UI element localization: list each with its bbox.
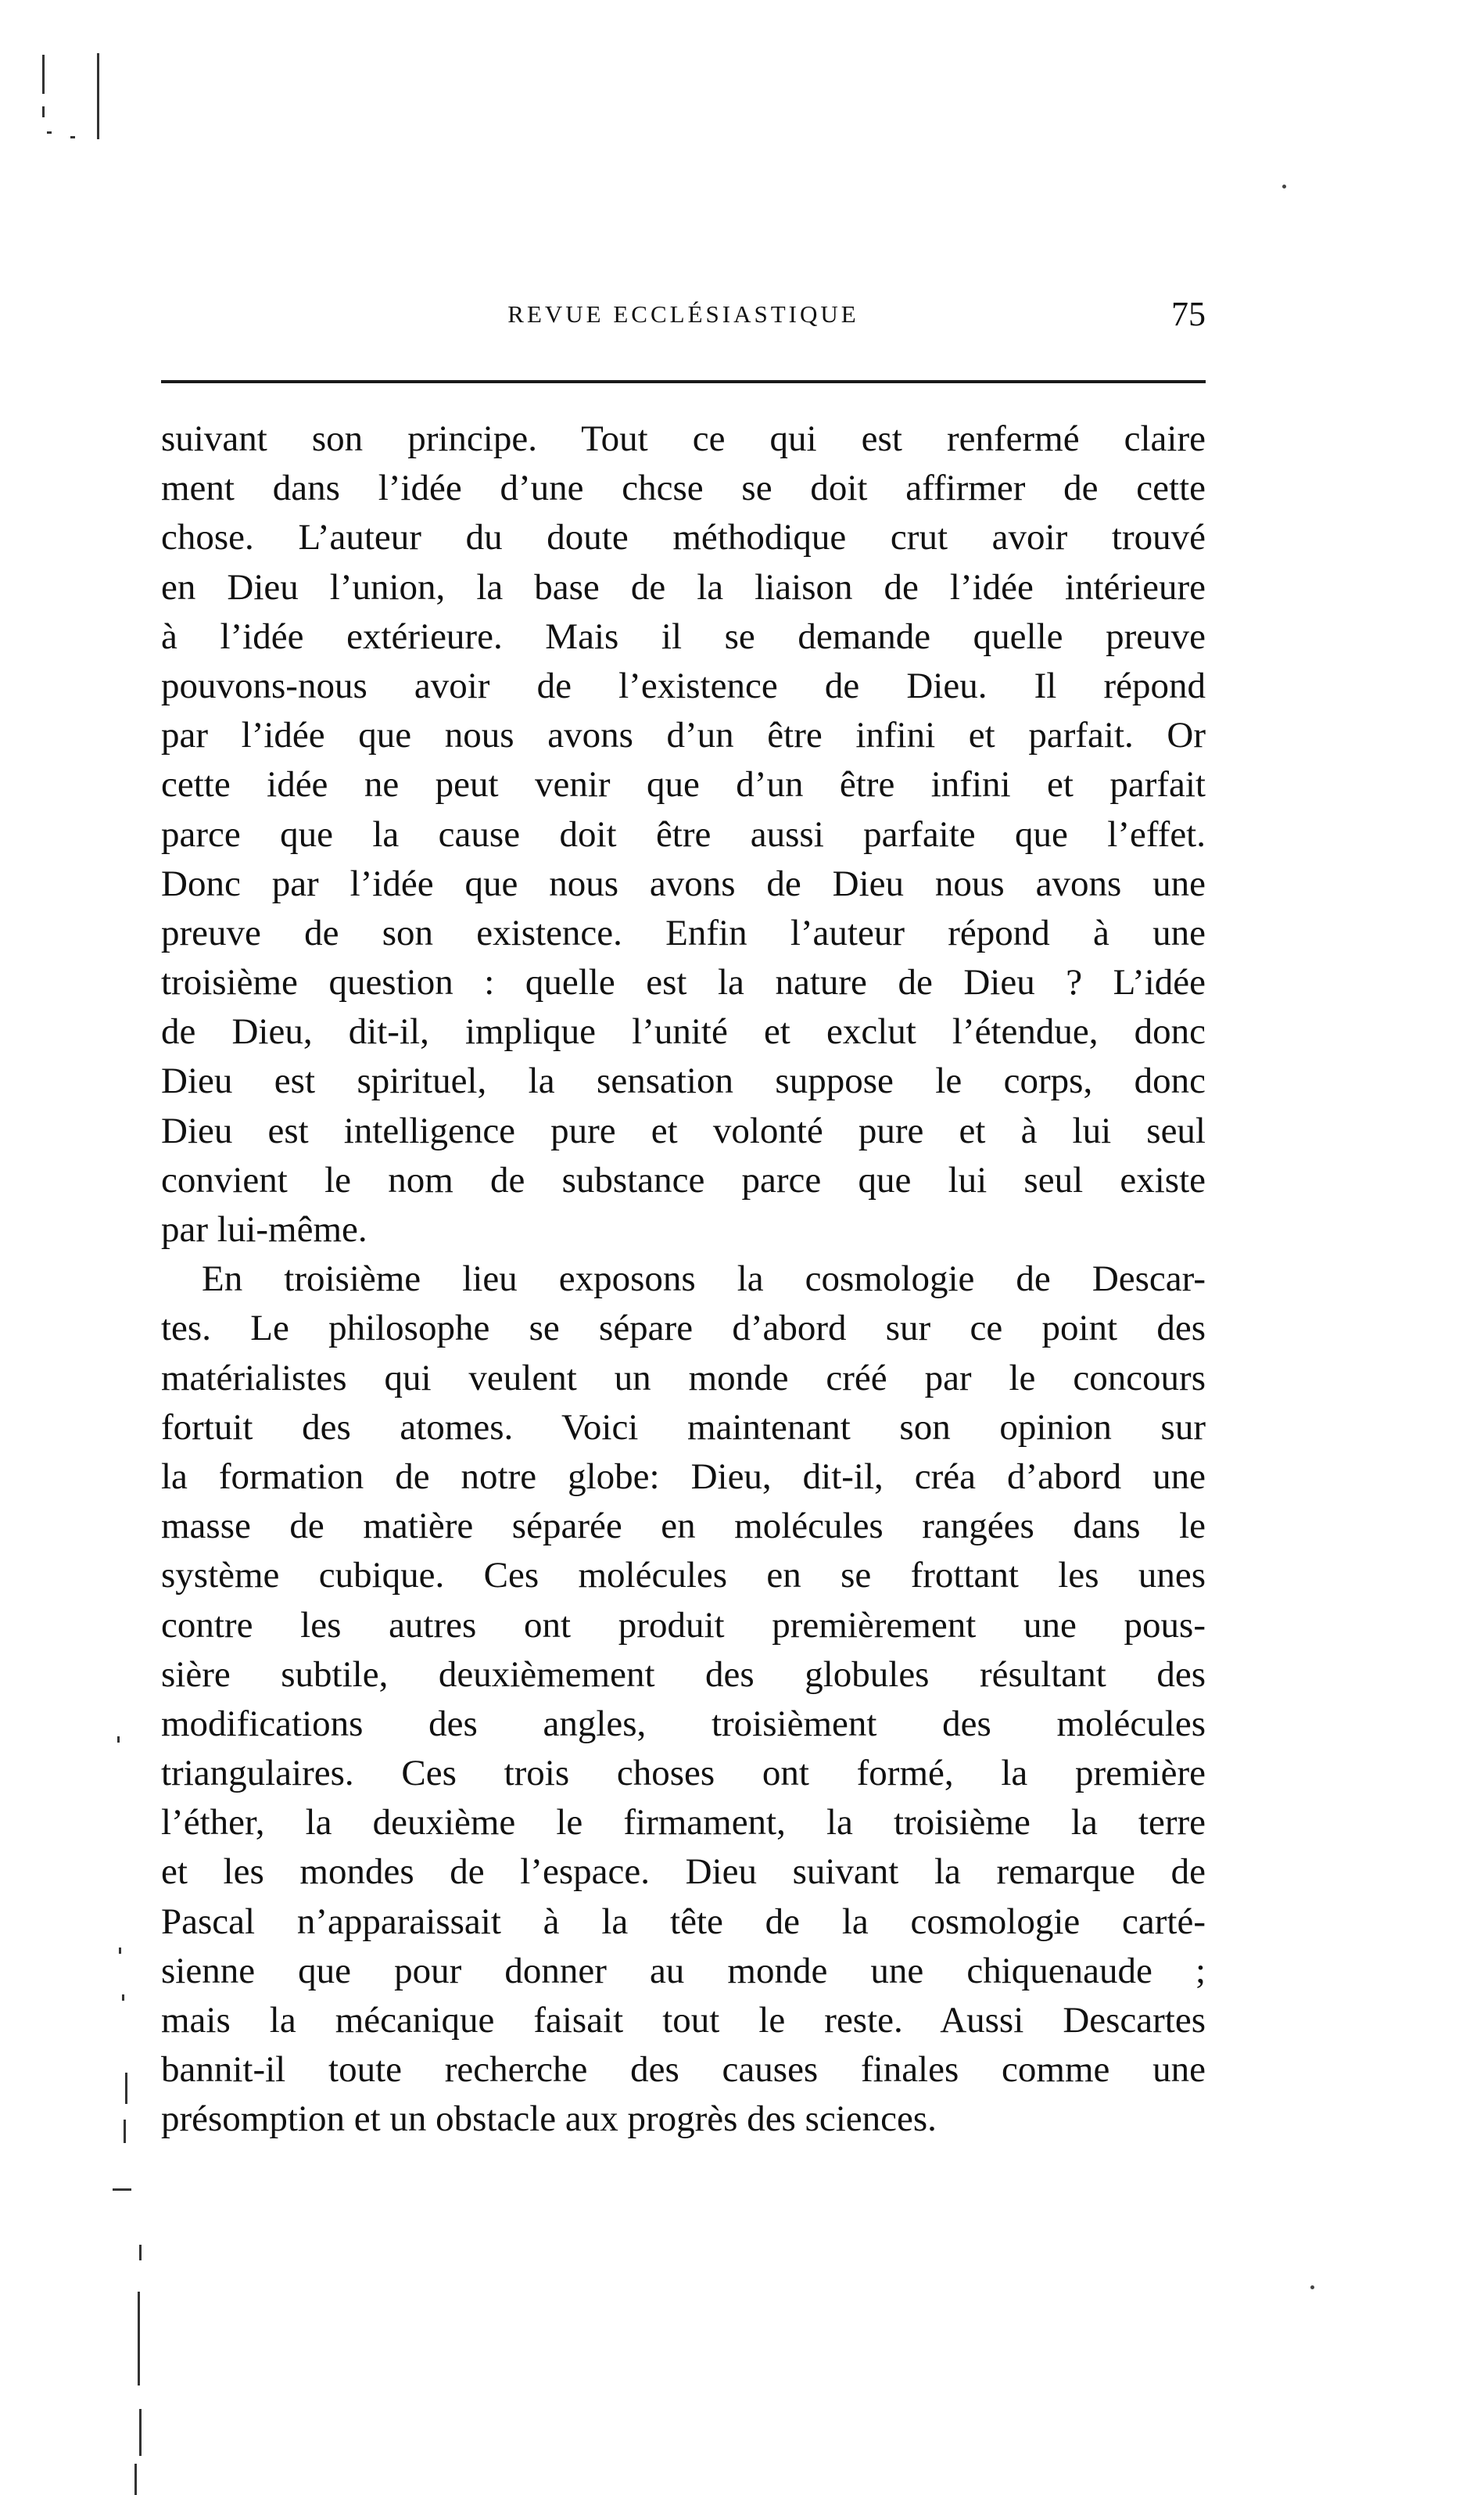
text-line: cette idée ne peut venir que d’un être infini et parfait — [161, 764, 1206, 806]
text-line: modifications des angles, troisièment des molécules — [161, 1703, 1206, 1744]
text-line: chose. L’auteur du doute méthodique crut avoir trouvé — [161, 517, 1206, 558]
text-line: de Dieu, dit-il, implique l’unité et exclut l’étendue, donc — [161, 1011, 1206, 1053]
paragraph-1 — [161, 415, 1206, 1255]
page-number: 75 — [1171, 295, 1206, 333]
text-line: Pascal n’apparaissait à la tête de la cosmologie carté- — [161, 1901, 1206, 1942]
text-line: par lui-même. — [161, 1209, 367, 1250]
text-line: matérialistes qui veulent un monde créé par le concours — [161, 1357, 1206, 1398]
speck — [1282, 185, 1286, 188]
header-rule — [161, 380, 1206, 383]
running-head — [161, 294, 1206, 341]
scan-margin-marks — [31, 39, 117, 2464]
text-line: Donc par l’idée que nous avons de Dieu nous avons une — [161, 863, 1206, 904]
text-line: système cubique. Ces molécules en se frottant les unes — [161, 1555, 1206, 1596]
text-line: triangulaires. Ces trois choses ont formé, la première — [161, 1753, 1206, 1794]
text-line: convient le nom de substance parce que lui seul existe — [161, 1159, 1206, 1201]
text-line: et les mondes de l’espace. Dieu suivant la remarque de — [161, 1851, 1206, 1893]
text-line: pouvons-nous avoir de l’existence de Dieu. Il répond — [161, 665, 1206, 706]
text-line: Dieu est intelligence pure et volonté pure et à lui seul — [161, 1110, 1206, 1151]
text-line: preuve de son existence. Enfin l’auteur répond à une — [161, 912, 1206, 953]
text-line: par l’idée que nous avons d’un être infini et parfait. Or — [161, 715, 1206, 756]
text-line: tes. Le philosophe se sépare d’abord sur ce point des — [161, 1308, 1206, 1349]
speck — [1310, 2285, 1314, 2289]
text-line: fortuit des atomes. Voici maintenant son opinion sur — [161, 1406, 1206, 1448]
text-line: mais la mécanique faisait tout le reste. Aussi Descartes — [161, 2000, 1206, 2041]
text-line: masse de matière séparée en molécules rangées dans le — [161, 1506, 1206, 1547]
text-line: En troisième lieu exposons la cosmologie de Descar- — [202, 1258, 1206, 1300]
text-line: bannit-il toute recherche des causes finales comme une — [161, 2049, 1206, 2091]
text-line: à l’idée extérieure. Mais il se demande quelle preuve — [161, 616, 1206, 657]
text-line: en Dieu l’union, la base de la liaison de l’idée intérieure — [161, 566, 1206, 608]
text-line: sienne que pour donner au monde une chiquenaude ; — [161, 1950, 1206, 1991]
text-line: ment dans l’idée d’une chcse se doit affirmer de cette — [161, 468, 1206, 509]
paragraph-2 — [161, 1255, 1206, 2144]
running-title: REVUE ECCLÉSIASTIQUE — [507, 300, 859, 328]
text-line: parce que la cause doit être aussi parfaite que l’effet. — [161, 813, 1206, 855]
text-line: troisième question : quelle est la nature de Dieu ? L’idée — [161, 962, 1206, 1003]
text-line: sière subtile, deuxièmement des globules résultant des — [161, 1653, 1206, 1695]
text-line: contre les autres ont produit premièrement une pous- — [161, 1604, 1206, 1646]
text-line: présomption et un obstacle aux progrès des sciences. — [161, 2098, 937, 2140]
text-line: suivant son principe. Tout ce qui est renfermé claire — [161, 418, 1206, 459]
text-line: Dieu est spirituel, la sensation suppose le corps, donc — [161, 1061, 1206, 1102]
text-line: la formation de notre globe: Dieu, dit-il, créa d’abord une — [161, 1456, 1206, 1497]
text-line: l’éther, la deuxième le firmament, la troisième la terre — [161, 1802, 1206, 1843]
body-text — [161, 415, 1206, 2145]
